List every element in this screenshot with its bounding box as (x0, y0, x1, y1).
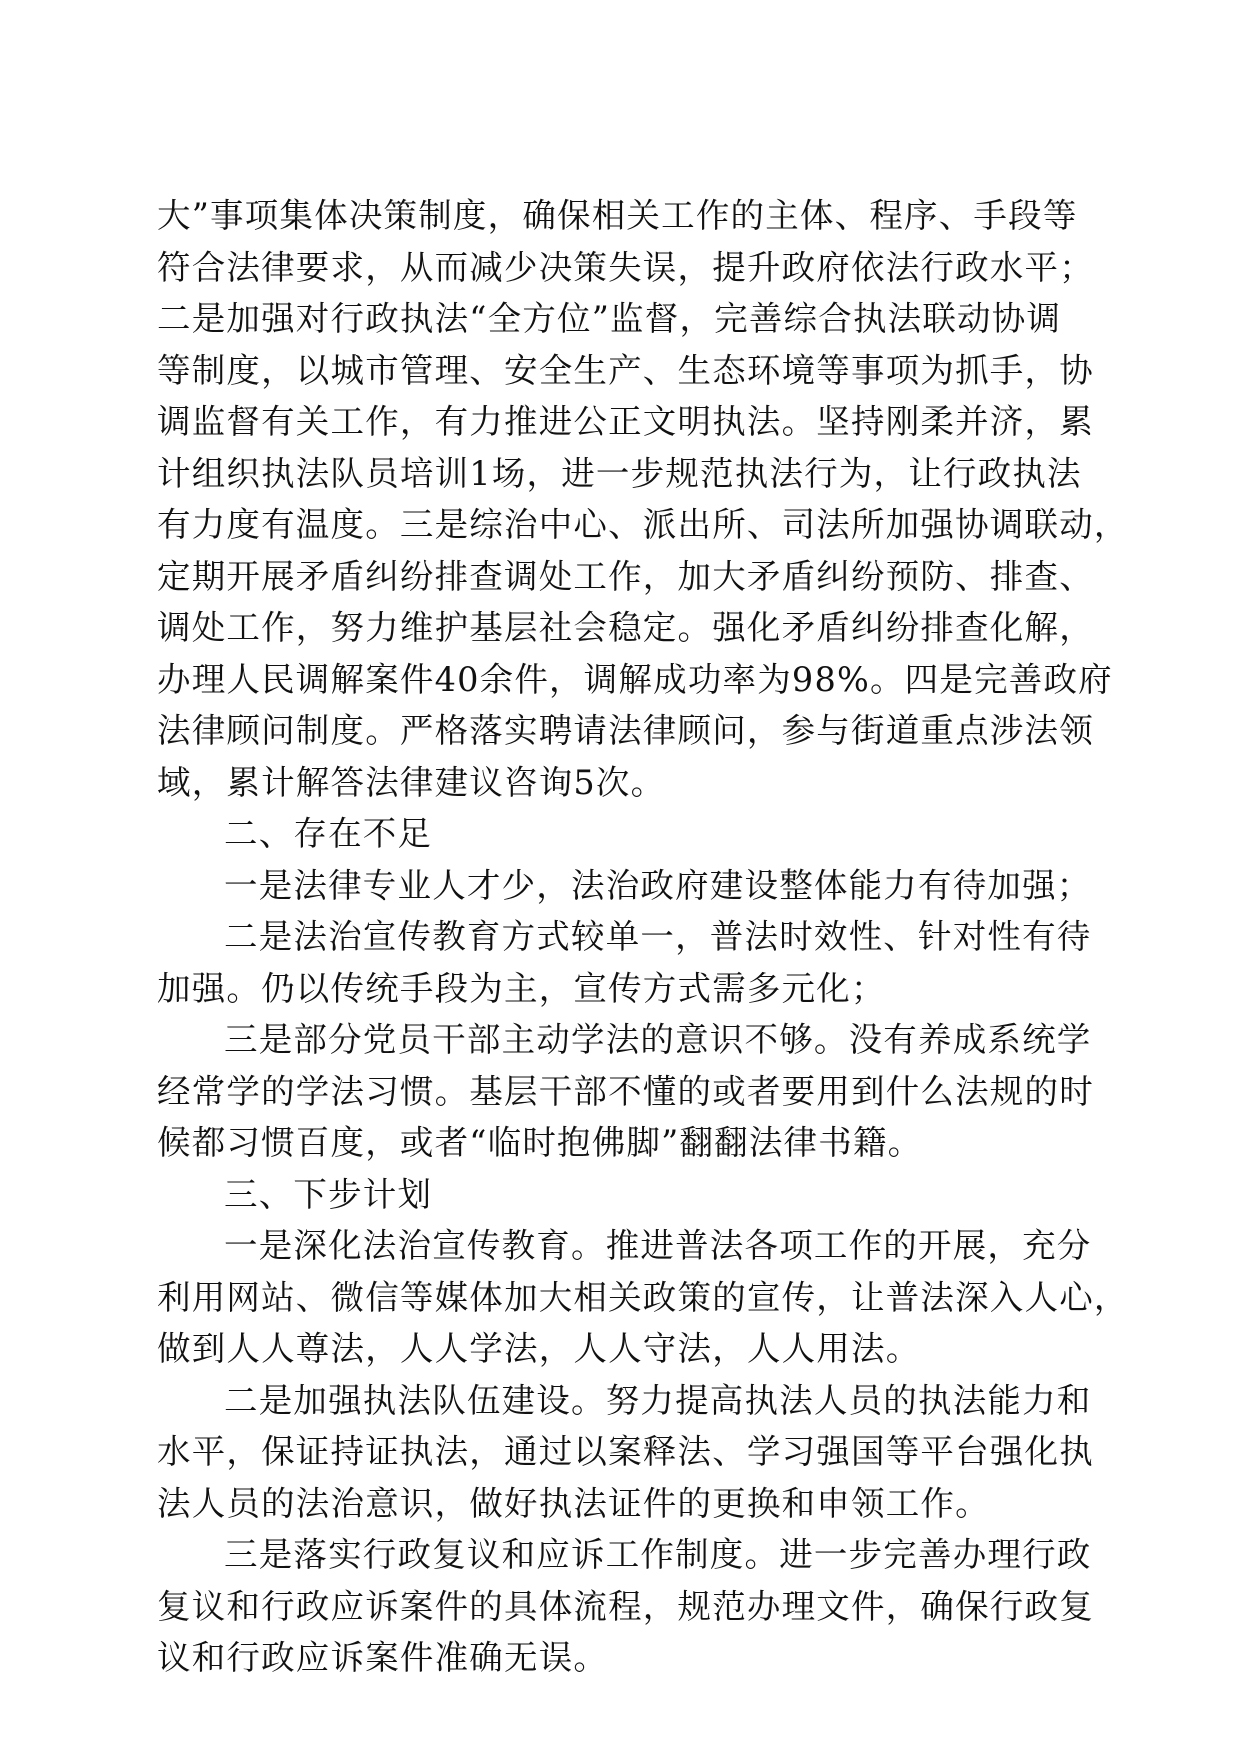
body-line: 做到人人尊法，人人学法，人人守法，人人用法。 (157, 1329, 921, 1368)
body-line: 议和行政应诉案件准确无误。 (157, 1638, 609, 1677)
body-line: 水平，保证持证执法，通过以案释法、学习强国等平台强化执 (157, 1432, 1094, 1471)
body-line: 办理人民调解案件40余件，调解成功率为98%。四是完善政府 (157, 659, 1113, 699)
body-line: 候都习惯百度，或者“临时抱佛脚”翻翻法律书籍。 (157, 1123, 923, 1162)
body-line: 计组织执法队员培训1场，进一步规范执法行为，让行政执法 (157, 453, 1082, 493)
body-line: 加强。仍以传统手段为主，宣传方式需多元化； (157, 968, 886, 1008)
section1-continuation (157, 190, 1129, 808)
body-line: 等制度，以城市管理、安全生产、生态环境等事项为抓手，协 (157, 350, 1094, 390)
section3-content (157, 1220, 1129, 1684)
body-line: 三是落实行政复议和应诉工作制度。进一步完善办理行政 (224, 1535, 1092, 1574)
body-line: 复议和行政应诉案件的具体流程，规范办理文件，确保行政复 (157, 1586, 1094, 1626)
body-line: 三是部分党员干部主动学法的意识不够。没有养成系统学 (224, 1020, 1092, 1059)
body-line: 有力度有温度。三是综治中心、派出所、司法所加强协调联动， (157, 505, 1129, 544)
body-line: 一是深化法治宣传教育。推进普法各项工作的开展，充分 (224, 1226, 1092, 1265)
body-line: 符合法律要求，从而减少决策失误，提升政府依法行政水平； (157, 247, 1094, 287)
body-line: 调监督有关工作，有力推进公正文明执法。坚持刚柔并济，累 (157, 402, 1094, 441)
body-line: 利用网站、微信等媒体加大相关政策的宣传，让普法深入人心， (157, 1277, 1129, 1317)
body-line: 定期开展矛盾纠纷排查调处工作，加大矛盾纠纷预防、排查、 (157, 556, 1094, 596)
body-line: 二是法治宣传教育方式较单一，普法时效性、针对性有待 (224, 917, 1092, 956)
document-page (157, 190, 1129, 1684)
body-line: 大”事项集体决策制度，确保相关工作的主体、程序、手段等 (157, 196, 1078, 235)
body-line: 法律顾问制度。严格落实聘请法律顾问，参与街道重点涉法领 (157, 711, 1094, 750)
body-line: 一是法律专业人才少，法治政府建设整体能力有待加强； (224, 865, 1092, 905)
body-line: 经常学的学法习惯。基层干部不懂的或者要用到什么法规的时 (157, 1071, 1094, 1111)
body-line: 二是加强执法队伍建设。努力提高执法人员的执法能力和 (224, 1380, 1092, 1420)
body-line: 调处工作，努力维护基层社会稳定。强化矛盾纠纷排查化解， (157, 608, 1094, 647)
section2-content (157, 860, 1094, 1169)
body-line: 域，累计解答法律建议咨询5次。 (157, 762, 666, 802)
body-line: 法人员的法治意识，做好执法证件的更换和申领工作。 (157, 1483, 990, 1523)
body-line: 二是加强对行政执法“全方位”监督，完善综合执法联动协调 (157, 299, 1062, 338)
section-heading-shortcomings: 二、存在不足 (224, 814, 433, 853)
section-heading-next-steps: 三、下步计划 (224, 1174, 433, 1214)
